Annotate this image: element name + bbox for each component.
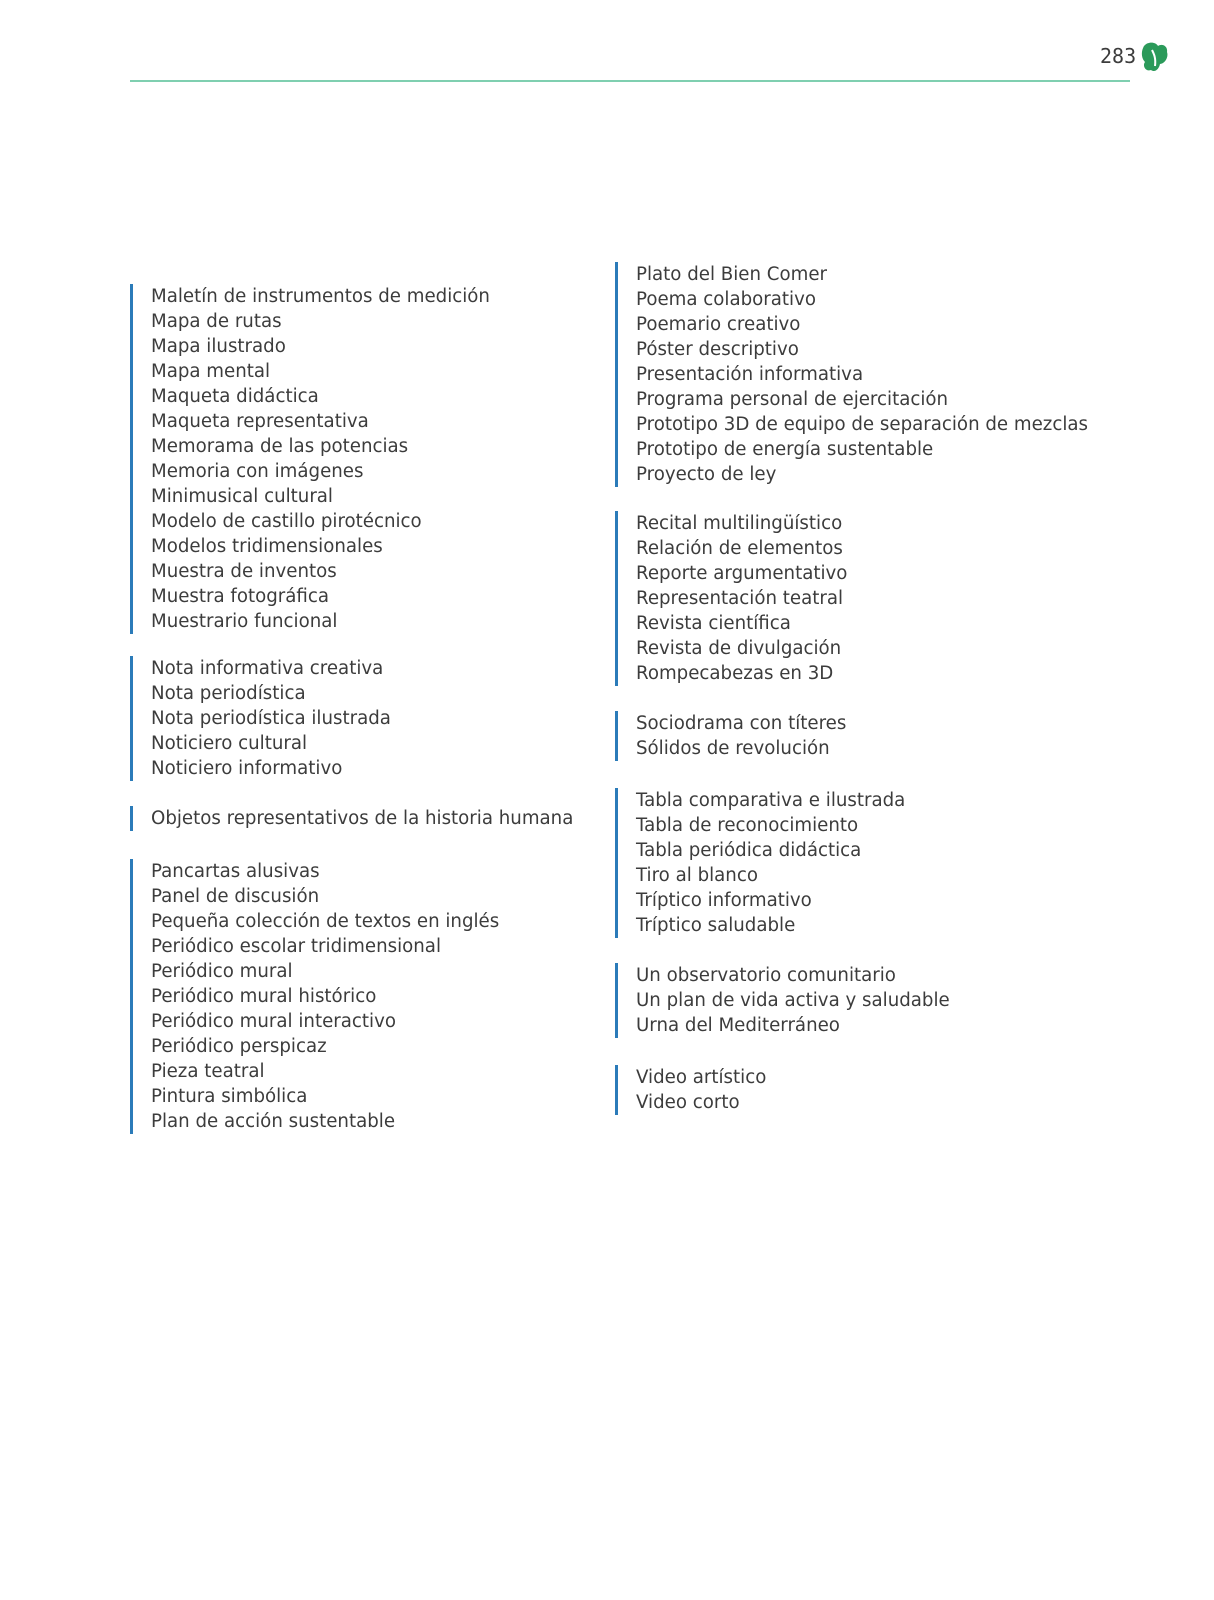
list-item: Mapa de rutas	[151, 311, 282, 332]
list-item: Noticiero cultural	[151, 733, 308, 754]
list-item: Tabla comparativa e ilustrada	[636, 790, 906, 811]
list-item: Objetos representativos de la historia humana	[151, 808, 574, 829]
list-item: Mapa mental	[151, 361, 271, 382]
list-item: Maletín de instrumentos de medición	[151, 286, 490, 307]
list-item: Poemario creativo	[636, 314, 801, 335]
list-item: Prototipo de energía sustentable	[636, 439, 934, 460]
list-item: Nota periodística ilustrada	[151, 708, 391, 729]
list-item: Memorama de las potencias	[151, 436, 409, 457]
list-item: Sociodrama con títeres	[636, 713, 847, 734]
list-item: Periódico mural	[151, 961, 293, 982]
list-item: Un observatorio comunitario	[636, 965, 896, 986]
list-item: Pieza teatral	[151, 1061, 265, 1082]
list-item: Revista de divulgación	[636, 638, 842, 659]
list-item: Panel de discusión	[151, 886, 320, 907]
group-o	[130, 806, 621, 831]
group-u	[615, 963, 1106, 1038]
list-item: Video artístico	[636, 1067, 767, 1088]
list-item: Un plan de vida activa y saludable	[636, 990, 950, 1011]
group-s	[615, 711, 1106, 761]
list-item: Tabla de reconocimiento	[636, 815, 859, 836]
list-item: Sólidos de revolución	[636, 738, 830, 759]
list-item: Plan de acción sustentable	[151, 1111, 396, 1132]
list-item: Pequeña colección de textos en inglés	[151, 911, 500, 932]
list-item: Periódico mural histórico	[151, 986, 377, 1007]
list-item: Periódico perspicaz	[151, 1036, 327, 1057]
list-item: Minimusical cultural	[151, 486, 333, 507]
group-m	[130, 284, 621, 634]
list-item: Reporte argumentativo	[636, 563, 848, 584]
list-item: Maqueta representativa	[151, 411, 369, 432]
list-item: Nota informativa creativa	[151, 658, 384, 679]
list-item: Representación teatral	[636, 588, 844, 609]
list-item: Tiro al blanco	[636, 865, 758, 886]
list-item: Presentación informativa	[636, 364, 864, 385]
list-item: Relación de elementos	[636, 538, 843, 559]
list-item: Muestrario funcional	[151, 611, 338, 632]
list-item: Mapa ilustrado	[151, 336, 286, 357]
group-v	[615, 1065, 1106, 1115]
list-item: Tríptico informativo	[636, 890, 812, 911]
list-item: Revista científica	[636, 613, 791, 634]
list-item: Periódico mural interactivo	[151, 1011, 396, 1032]
page-number: 283	[1100, 44, 1137, 68]
list-item: Tabla periódica didáctica	[636, 840, 862, 861]
list-item: Memoria con imágenes	[151, 461, 364, 482]
list-item: Modelo de castillo pirotécnico	[151, 511, 422, 532]
leaf-emblem-icon	[1140, 40, 1170, 74]
list-item: Nota periodística	[151, 683, 306, 704]
list-item: Pintura simbólica	[151, 1086, 308, 1107]
list-item: Muestra fotográfica	[151, 586, 329, 607]
list-item: Plato del Bien Comer	[636, 264, 828, 285]
list-item: Programa personal de ejercitación	[636, 389, 949, 410]
list-item: Recital multilingüístico	[636, 513, 843, 534]
header-rule	[130, 80, 1130, 82]
group-r	[615, 511, 1106, 686]
list-item: Periódico escolar tridimensional	[151, 936, 441, 957]
list-item: Proyecto de ley	[636, 464, 777, 485]
list-item: Tríptico saludable	[636, 915, 796, 936]
list-item: Noticiero informativo	[151, 758, 343, 779]
list-item: Rompecabezas en 3D	[636, 663, 834, 684]
list-item: Póster descriptivo	[636, 339, 799, 360]
list-item: Prototipo 3D de equipo de separación de mezclas	[636, 414, 1089, 435]
list-item: Maqueta didáctica	[151, 386, 319, 407]
list-item: Modelos tridimensionales	[151, 536, 383, 557]
list-item: Video corto	[636, 1092, 740, 1113]
list-item: Urna del Mediterráneo	[636, 1015, 840, 1036]
group-p	[130, 859, 621, 1134]
list-item: Pancartas alusivas	[151, 861, 320, 882]
group-p-continued	[615, 262, 1196, 487]
list-item: Poema colaborativo	[636, 289, 816, 310]
list-item: Muestra de inventos	[151, 561, 337, 582]
group-n	[130, 656, 621, 781]
group-t	[615, 788, 1106, 938]
